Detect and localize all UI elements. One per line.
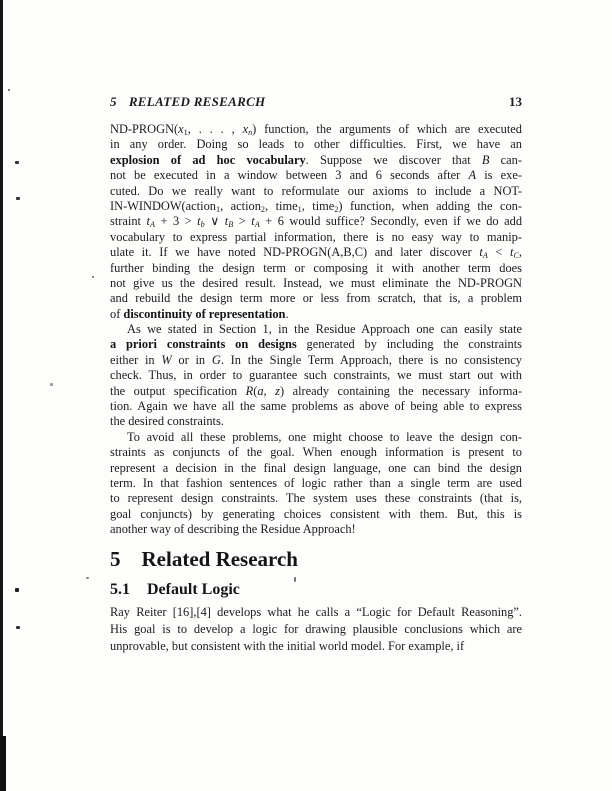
scan-speck (86, 577, 89, 579)
text-line: not be executed in a window between 3 and 6 seconds after A is exe- (110, 168, 522, 183)
scan-speck (15, 588, 19, 592)
text-line: IN-WINDOW(action$_1$, action$_2$, time$_1$, time$_2$) function, when adding the con- (110, 198, 522, 214)
text-line: a priori constraints on designs generated by including the constraints (110, 337, 522, 352)
text-line: unprovable, but consistent with the initial world model. For example, if (110, 639, 465, 654)
section-heading (110, 547, 522, 571)
text-line: $ND-PROGN(x_1$, . . . , xn) function, the arguments of which are executed (110, 122, 522, 138)
subsection-number: 5.1 (110, 581, 130, 598)
page-number: 13 (509, 94, 522, 109)
section-number: 5 (110, 547, 121, 571)
text-line: and rebuild the design term more or less from scratch, that is, a problem (110, 291, 522, 306)
text-line: tion. Again we have all the same problems as above of being able to express (110, 399, 522, 414)
text-line: further binding the design term or composing it with another term does (110, 260, 522, 275)
text-line: Ray Reiter [16],[4] develops what he calls a “Logic for Default Reasoning”. (110, 605, 522, 619)
running-header-section-number: 5 (110, 94, 117, 109)
running-header (110, 94, 522, 109)
text-line: goal conjuncts) by generating choices consistent with them. But, this is (110, 506, 522, 521)
text-line: vocabulary to express partial information, there is no easy way to manip- (110, 229, 522, 244)
section-title: Related Research (141, 547, 298, 571)
text-line: in any order. Doing so leads to other difficulties. First, we have an (110, 137, 522, 152)
text-line: either in W or in G. In the Single Term Approach, there is no consistency (110, 352, 522, 367)
scan-speck (16, 626, 20, 629)
scan-speck (8, 89, 10, 91)
text-line: ulate it. If we have noted ND-PROGN(A,B,C) and later discover tA < tC, (110, 245, 522, 261)
text-line: the output specification R(a, z) already containing the necessary informa- (110, 383, 522, 398)
text-line: As we stated in Section 1, in the Residue Approach one can easily state (127, 322, 522, 337)
text-line: straints as conjuncts of the goal. When enough information is present to (110, 445, 522, 460)
text-line: another way of describing the Residue Approach! (110, 522, 356, 537)
running-header-section (110, 94, 265, 109)
scan-edge-artifact-bottom (0, 736, 6, 791)
text-line: not give us the desired result. Instead, we must eliminate the ND-PROGN (110, 275, 522, 290)
scan-edge-artifact (0, 0, 3, 791)
text-line: of discontinuity of representation. (110, 306, 289, 321)
default-logic-text (110, 604, 522, 656)
body-text (110, 122, 522, 538)
text-line: check. Thus, in order to guarantee such constraints, we must start out with (110, 368, 522, 383)
subsection-title: Default Logic (147, 581, 240, 598)
text-line: cuted. Do we really want to reformulate our axioms to include a NOT- (110, 183, 522, 198)
text-line: the desired constraints. (110, 414, 224, 429)
scan-speck (15, 161, 19, 164)
scan-speck (16, 197, 20, 200)
text-line: term. In that fashion sentences of logic rather than a single term are used (110, 475, 522, 490)
text-line: straint tA + 3 > tb ∨ tB > tA + 6 would suffice? Secondly, even if we do add (110, 214, 522, 230)
text-line: His goal is to develop a logic for drawing plausible conclusions which are (110, 622, 522, 637)
running-header-section-title: RELATED RESEARCH (128, 94, 266, 109)
subsection-heading (110, 580, 522, 599)
scan-speck (50, 383, 53, 386)
text-line: represent a decision in the final design language, one can bind the design (110, 460, 522, 475)
text-line: to represent design constraints. The system uses these constraints (that is, (110, 491, 522, 506)
text-line: explosion of ad hoc vocabulary. Suppose we discover that B can- (110, 152, 522, 167)
text-line: To avoid all these problems, one might choose to leave the design con- (127, 429, 522, 444)
scan-speck (92, 276, 94, 278)
